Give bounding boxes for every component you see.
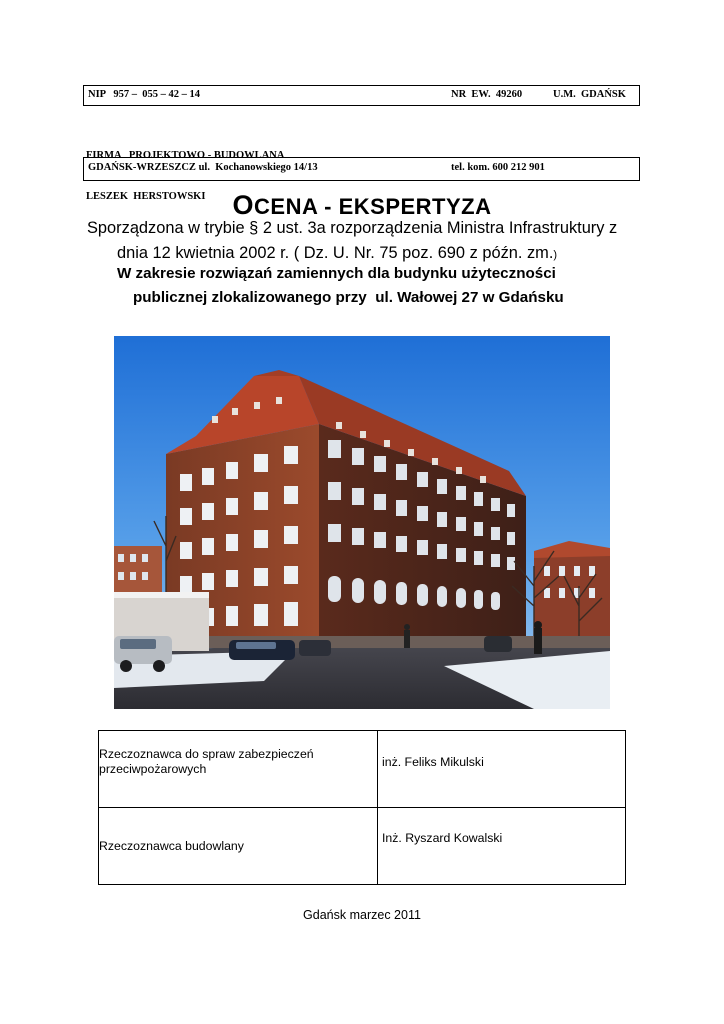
- subtitle-line-2-text: dnia 12 kwietnia 2002 r. ( Dz. U. Nr. 75 poz. 690 z późn. zm.: [117, 244, 554, 262]
- title-rest: CENA - EKSPERTYZA: [254, 194, 492, 219]
- place-date: Gdańsk marzec 2011: [303, 908, 421, 922]
- firm-line-1: FIRMA PROJEKTOWO - BUDOWLANA: [86, 150, 285, 161]
- subtitle-line-2: [117, 244, 557, 263]
- address-box: [83, 157, 640, 181]
- registry-number: NR EW. 49260: [451, 89, 523, 100]
- address-phone: tel. kom. 600 212 901: [451, 162, 545, 173]
- expert-role-1-line-1: Rzeczoznawca do spraw zabezpieczeń: [99, 747, 314, 761]
- experts-table: [98, 730, 626, 885]
- expert-name-2: Inż. Ryszard Kowalski: [382, 831, 503, 845]
- document-title: [0, 190, 724, 221]
- subtitle-line-2-paren: ): [553, 249, 558, 261]
- expert-role-2: Rzeczoznawca budowlany: [99, 839, 244, 853]
- address-street: GDAŃSK-WRZESZCZ ul. Kochanowskiego 14/13: [88, 162, 318, 173]
- nip-number: NIP 957 – 055 – 42 – 14: [88, 89, 201, 100]
- expert-role-1-line-2: przeciwpożarowych: [99, 762, 207, 776]
- subtitle-line-1: Sporządzona w trybie § 2 ust. 3a rozporządzenia Ministra Infrastruktury z: [87, 219, 618, 237]
- table-divider-horizontal: [99, 807, 625, 808]
- subtitle-line-3: W zakresie rozwiązań zamiennych dla budynku użyteczności: [117, 265, 556, 282]
- office-name: U.M. GDAŃSK: [553, 89, 626, 100]
- building-photo: [114, 336, 610, 709]
- expert-role-1: [99, 747, 314, 777]
- subtitle-line-4: publicznej zlokalizowanego przy ul. Wałowej 27 w Gdańsku: [133, 289, 564, 306]
- title-first-letter: O: [232, 190, 255, 220]
- expert-name-1: inż. Feliks Mikulski: [382, 755, 484, 769]
- firm-line-2: LESZEK HERSTOWSKI: [86, 190, 206, 202]
- header-box: [83, 85, 640, 106]
